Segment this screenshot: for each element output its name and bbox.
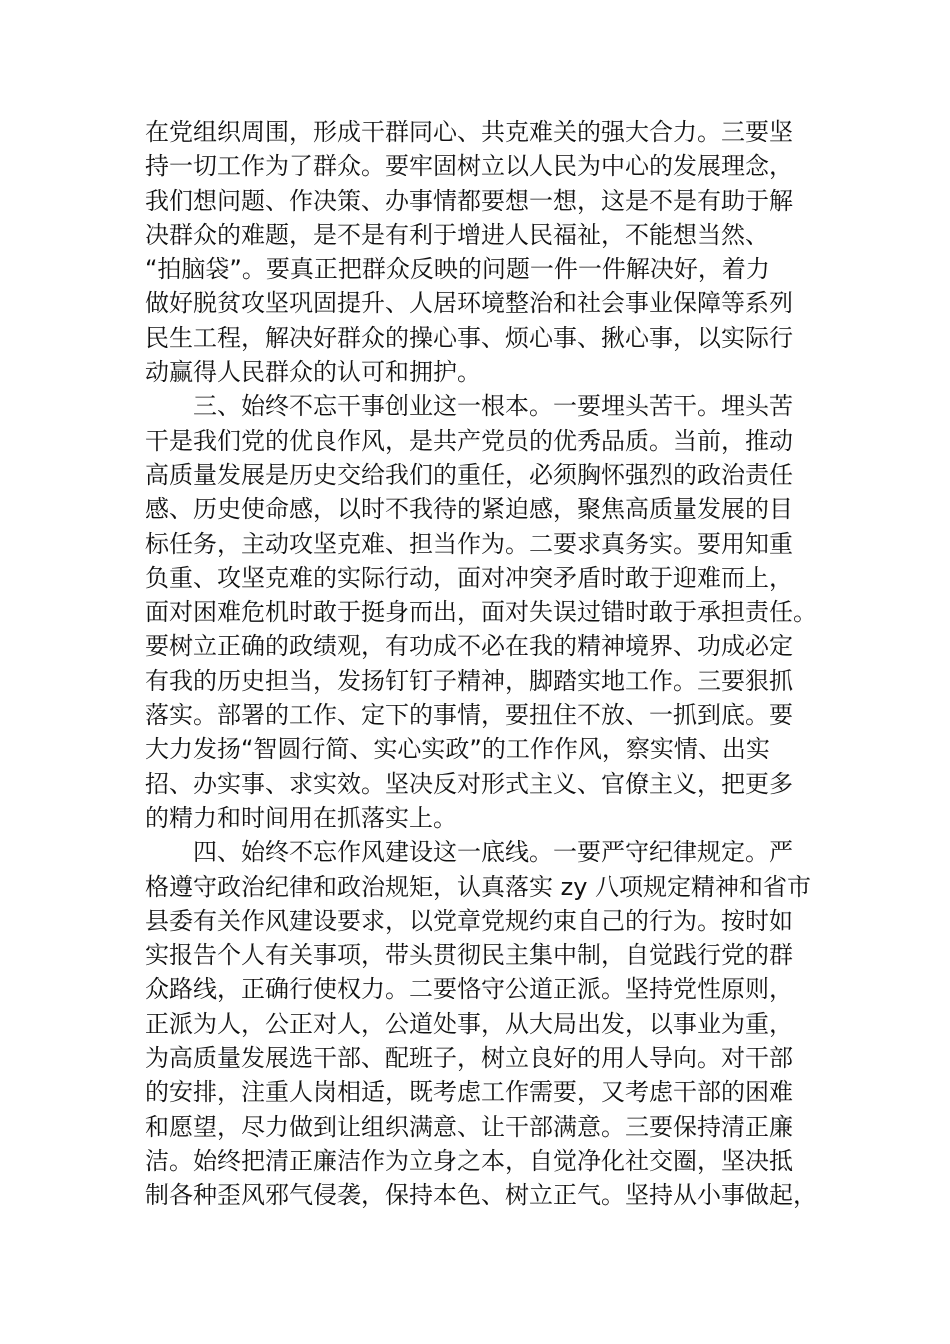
text-line: 的安排，注重人岗相适，既考虑工作需要，又考虑干部的困难 <box>145 1078 793 1107</box>
text-line: 制各种歪风邪气侵袭，保持本色、树立正气。坚持从小事做起， <box>145 1181 817 1210</box>
text-line: 格遵守政治纪律和政治规矩，认真落实 zy 八项规定精神和省市 <box>145 872 812 901</box>
text-line: 高质量发展是历史交给我们的重任，必须胸怀强烈的政治责任 <box>145 460 793 489</box>
text-line: 面对困难危机时敢于挺身而出，面对失误过错时敢于承担责任。 <box>145 598 817 627</box>
text-line: 在党组织周围，形成干群同心、共克难关的强大合力。三要坚 <box>145 118 793 146</box>
text-line: 招、办实事、求实效。坚决反对形式主义、官僚主义，把更多 <box>145 769 793 798</box>
text-line: 有我的历史担当，发扬钉钉子精神，脚踏实地工作。三要狠抓 <box>145 666 793 695</box>
text-line: 众路线，正确行使权力。二要恪守公道正派。坚持党性原则， <box>145 975 793 1004</box>
text-line: 正派为人，公正对人，公道处事，从大局出发，以事业为重， <box>145 1009 793 1038</box>
text-line: “拍脑袋”。要真正把群众反映的问题一件一件解决好，着力 <box>145 255 770 284</box>
text-line: 要树立正确的政绩观，有功成不必在我的精神境界、功成必定 <box>145 632 793 661</box>
document-body <box>145 115 825 1213</box>
text-line: 决群众的难题，是不是有利于增进人民福祉，不能想当然、 <box>145 220 769 249</box>
text-line: 为高质量发展选干部、配班子，树立良好的用人导向。对干部 <box>145 1044 793 1073</box>
text-line: 标任务，主动攻坚克难、担当作为。二要求真务实。要用知重 <box>145 529 793 558</box>
text-line: 做好脱贫攻坚巩固提升、人居环境整治和社会事业保障等系列 <box>145 289 793 318</box>
text-line: 持一切工作为了群众。要牢固树立以人民为中心的发展理念， <box>145 152 793 181</box>
text-line: 大力发扬“智圆行简、实心实政”的工作作风，察实情、出实 <box>145 735 770 764</box>
text-line: 落实。部署的工作、定下的事情，要扭住不放、一抓到底。要 <box>145 701 793 730</box>
text-line: 县委有关作风建设要求，以党章党规约束自己的行为。按时如 <box>145 906 793 935</box>
section-heading-line: 三、始终不忘干事创业这一根本。一要埋头苦干。埋头苦 <box>193 392 793 421</box>
text-line: 实报告个人有关事项，带头贯彻民主集中制，自觉践行党的群 <box>145 941 793 970</box>
text-line: 负重、攻坚克难的实际行动，面对冲突矛盾时敢于迎难而上， <box>145 563 793 592</box>
text-line: 的精力和时间用在抓落实上。 <box>145 803 457 832</box>
text-line: 我们想问题、作决策、办事情都要想一想，这是不是有助于解 <box>145 186 793 215</box>
text-line: 动赢得人民群众的认可和拥护。 <box>145 358 481 387</box>
text-line: 感、历史使命感，以时不我待的紧迫感，聚焦高质量发展的目 <box>145 495 793 524</box>
text-line: 洁。始终把清正廉洁作为立身之本，自觉净化社交圈，坚决抵 <box>145 1146 793 1175</box>
text-line: 和愿望，尽力做到让组织满意、让干部满意。三要保持清正廉 <box>145 1112 793 1141</box>
section-heading-line: 四、始终不忘作风建设这一底线。一要严守纪律规定。严 <box>193 838 793 867</box>
text-line: 民生工程，解决好群众的操心事、烦心事、揪心事，以实际行 <box>145 323 793 352</box>
text-line: 干是我们党的优良作风，是共产党员的优秀品质。当前，推动 <box>145 426 793 455</box>
